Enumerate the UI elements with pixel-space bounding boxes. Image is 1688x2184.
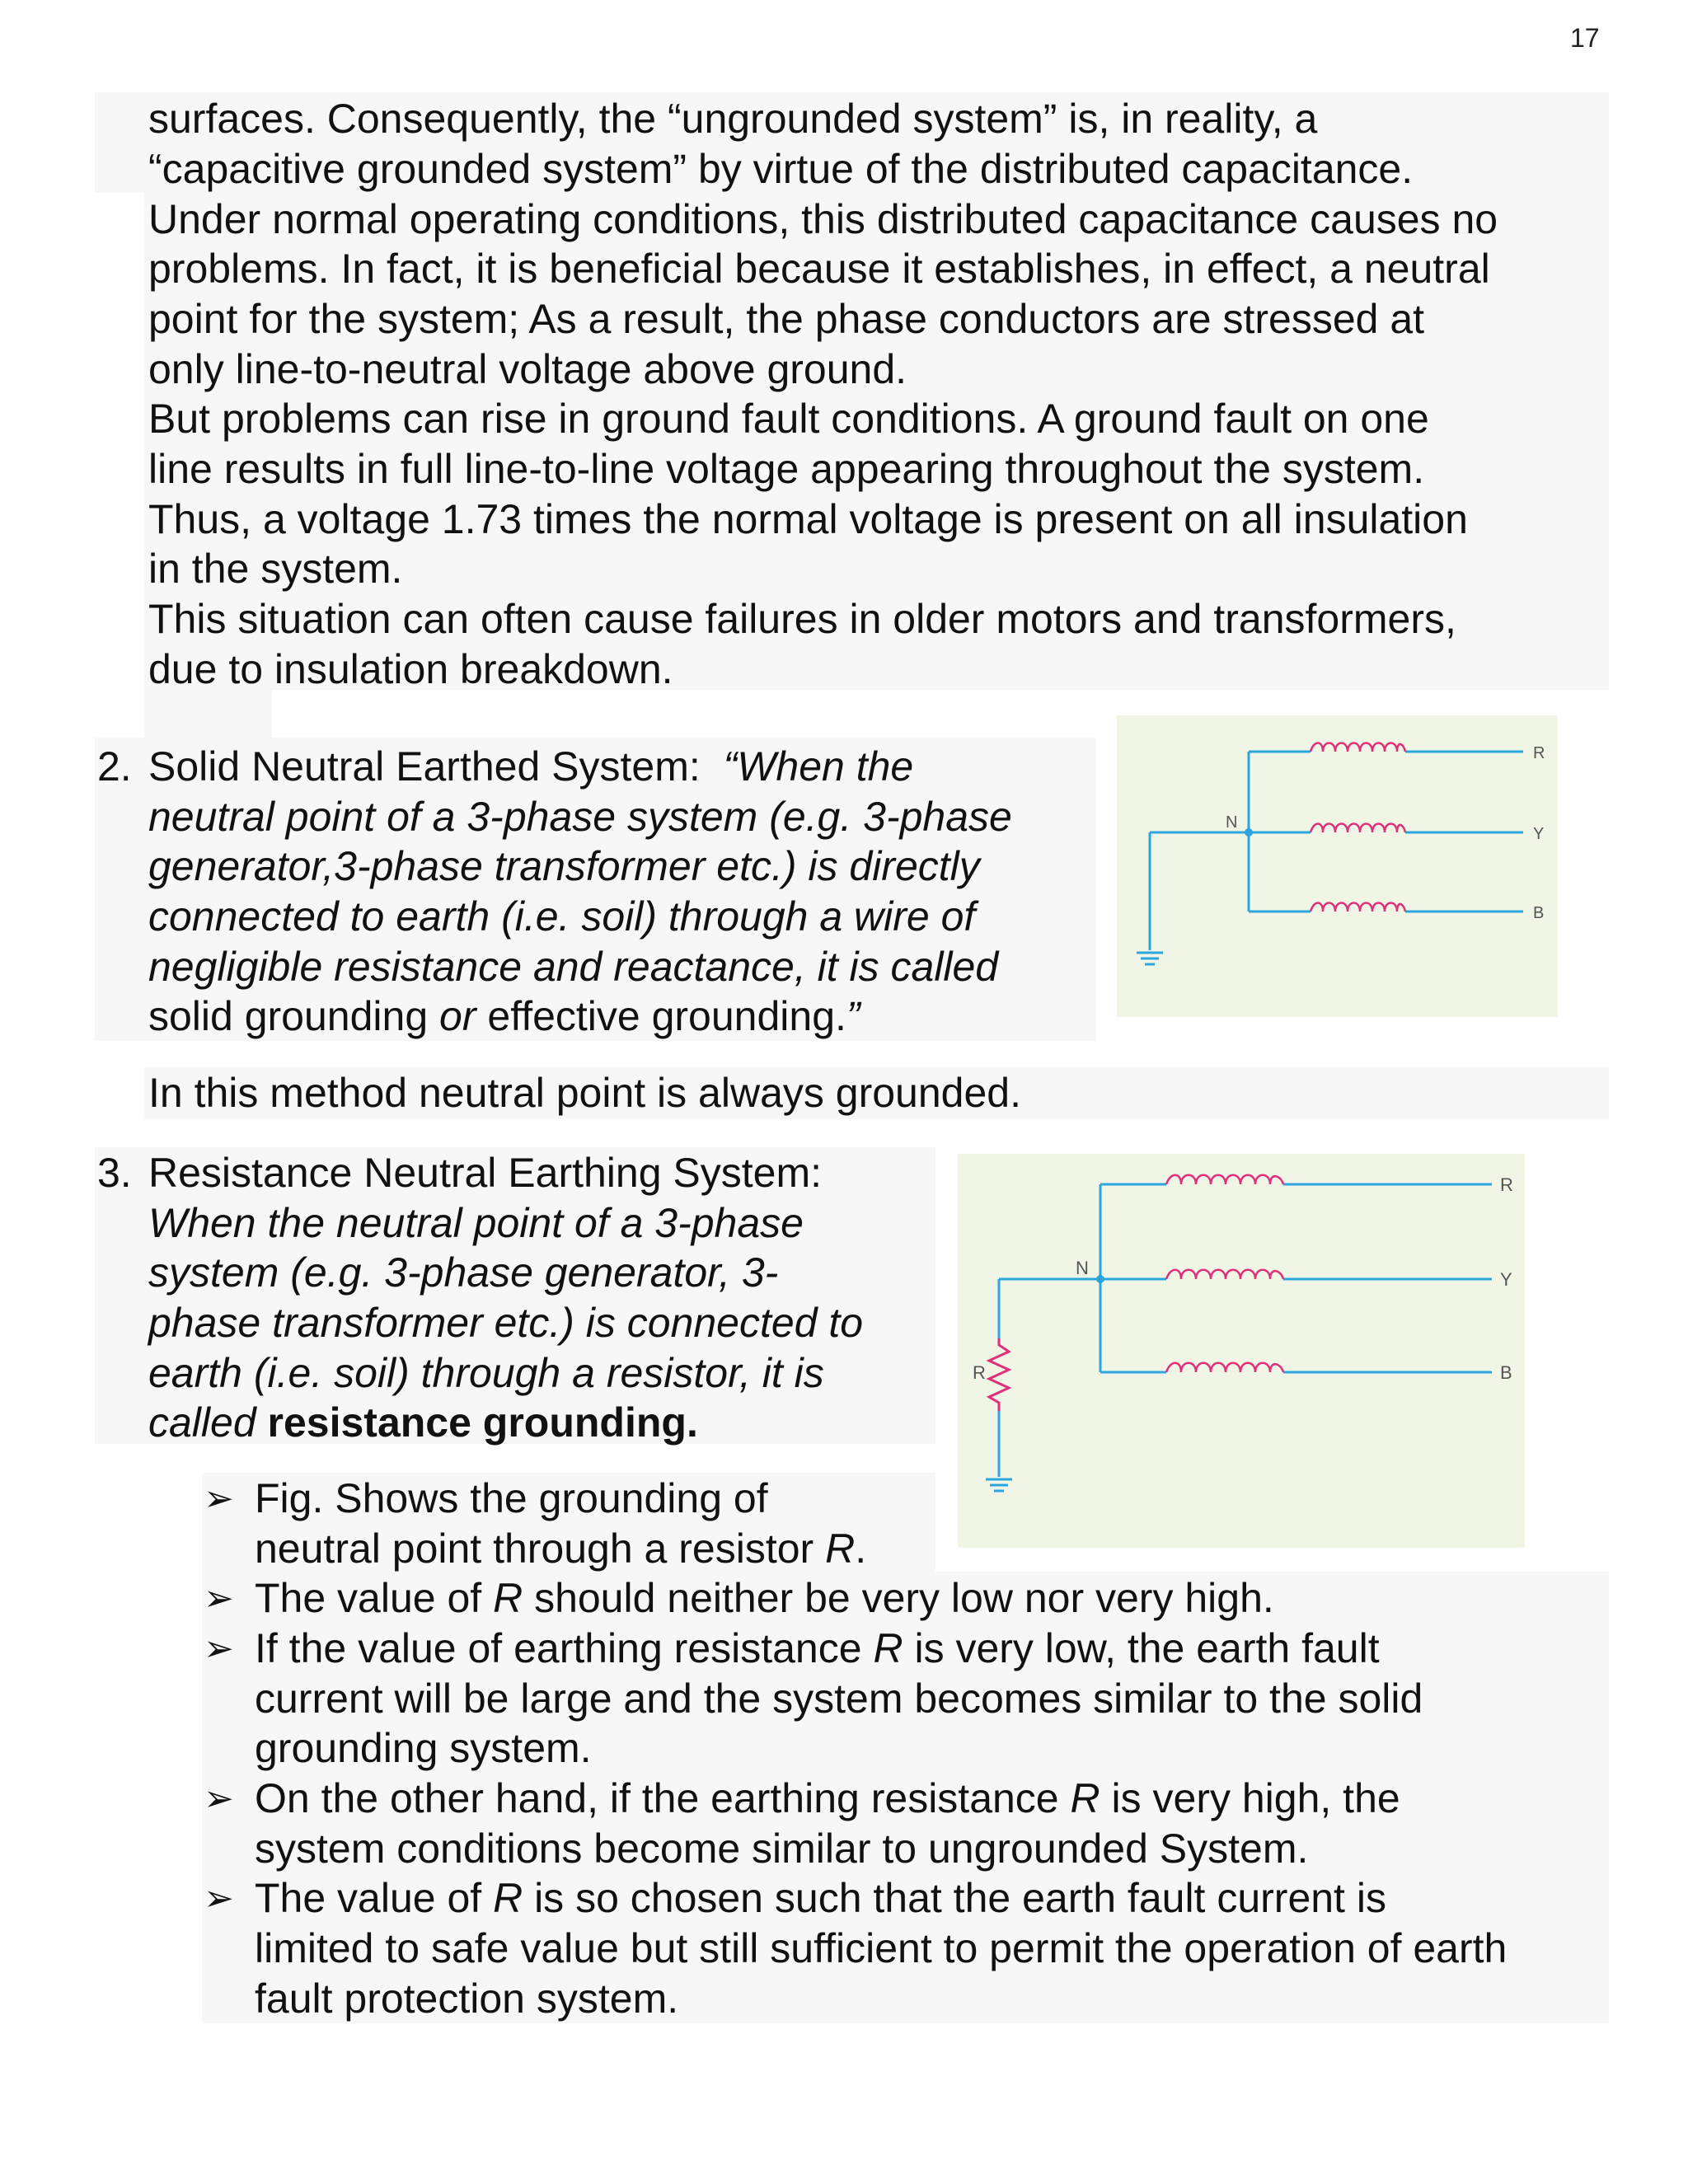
section-3-definition-line: system (e.g. 3-phase generator, 3-	[148, 1249, 779, 1296]
text-span: The value of	[255, 1875, 494, 1921]
bullet-3-line: current will be large and the system becomes similar to the solid	[255, 1675, 1423, 1722]
quote-end: ”	[846, 993, 860, 1039]
resistance-grounding-figure	[958, 1154, 1525, 1548]
phase-b-label: B	[1500, 1362, 1512, 1383]
intro-line: only line-to-neutral voltage above ground.	[148, 346, 907, 392]
intro-line: problems. In fact, it is beneficial because it establishes, in effect, a neutral	[148, 246, 1490, 292]
resistance-grounding-term: resistance grounding.	[267, 1399, 698, 1446]
r-symbol: R	[873, 1625, 903, 1671]
bullet-4-line	[255, 1774, 1400, 1824]
arrow-bullet-icon: ➢	[204, 1629, 234, 1669]
figure-background	[1117, 715, 1558, 1017]
text-span: is so chosen such that the earth fault current is	[523, 1875, 1386, 1921]
bullet-4-line: system conditions become similar to ungrounded System.	[255, 1825, 1309, 1872]
neutral-label: N	[1076, 1258, 1089, 1278]
intro-line: This situation can often cause failures in older motors and transformers,	[148, 596, 1456, 642]
text-span: The value of	[255, 1575, 494, 1621]
section-2-definition-line: connected to earth (i.e. soil) through a wire of	[148, 893, 976, 940]
section-2-definition-line: neutral point of a 3-phase system (e.g. 3-phase	[148, 794, 1012, 840]
r-symbol: R	[493, 1575, 523, 1621]
intro-line: “capacitive grounded system” by virtue of the distributed capacitance.	[148, 146, 1414, 192]
phase-b-label: B	[1533, 904, 1545, 922]
section-3-definition-line: When the neutral point of a 3-phase	[148, 1200, 804, 1246]
intro-line: But problems can rise in ground fault conditions. A ground fault on one	[148, 396, 1429, 442]
neutral-node	[1096, 1275, 1104, 1283]
effective-grounding-term: effective grounding.	[476, 993, 846, 1039]
bullet-5-line	[255, 1873, 1386, 1924]
text-span: is very low, the earth fault	[903, 1625, 1380, 1671]
section-2-heading	[148, 742, 913, 792]
section-2-title: Solid Neutral Earthed System:	[148, 743, 701, 790]
intro-line: line results in full line-to-line voltage appearing throughout the system.	[148, 446, 1425, 492]
section-2-definition-line: negligible resistance and reactance, it is called	[148, 944, 999, 990]
arrow-bullet-icon: ➢	[204, 1479, 234, 1519]
neutral-label: N	[1226, 813, 1238, 832]
bullet-3-line: grounding system.	[255, 1725, 592, 1771]
intro-line: Under normal operating conditions, this distributed capacitance causes no	[148, 196, 1498, 242]
intro-line: in the system.	[148, 546, 403, 592]
r-symbol: R	[825, 1526, 856, 1572]
bullet-3-line	[255, 1624, 1380, 1674]
intro-line: due to insulation breakdown.	[148, 646, 673, 692]
solid-grounding-figure	[1117, 715, 1558, 1017]
shade-intro-tail	[144, 690, 272, 739]
text-span: .	[855, 1526, 867, 1572]
text-span: On the other hand, if the earthing resistance	[255, 1775, 1071, 1821]
neutral-node	[1245, 828, 1253, 837]
phase-y-label: Y	[1500, 1269, 1512, 1290]
solid-grounding-term: solid grounding	[148, 993, 440, 1039]
text-span: should neither be very low nor very high.	[523, 1575, 1274, 1621]
phase-y-label: Y	[1533, 825, 1545, 843]
section-3-definition-last	[148, 1398, 698, 1448]
or-word: or	[439, 993, 476, 1039]
text-span: neutral point through a resistor	[255, 1526, 826, 1572]
text-span: is very high, the	[1100, 1775, 1400, 1821]
arrow-bullet-icon: ➢	[204, 1878, 234, 1919]
section-2-definition-last	[148, 991, 860, 1042]
intro-line: surfaces. Consequently, the “ungrounded system” is, in reality, a	[148, 96, 1318, 142]
resistor-label: R	[973, 1362, 986, 1383]
section-3-title: Resistance Neutral Earthing System:	[148, 1150, 823, 1196]
r-symbol: R	[493, 1875, 523, 1921]
called-word: called	[148, 1399, 268, 1446]
section-3-definition-line: earth (i.e. soil) through a resistor, it is	[148, 1350, 824, 1396]
section-2-definition-line: generator,3-phase transformer etc.) is directly	[148, 843, 980, 889]
intro-line: point for the system; As a result, the phase conductors are stressed at	[148, 296, 1425, 342]
r-symbol: R	[1070, 1775, 1100, 1821]
section-3-number: 3.	[97, 1150, 132, 1196]
bullet-1-line	[255, 1524, 866, 1574]
intro-line: Thus, a voltage 1.73 times the normal voltage is present on all insulation	[148, 496, 1468, 542]
bullet-1-line: Fig. Shows the grounding of	[255, 1475, 768, 1521]
figure-background	[958, 1154, 1525, 1548]
section-2-number: 2.	[97, 743, 132, 790]
bullet-2-line	[255, 1573, 1274, 1624]
bullet-5-line: limited to safe value but still sufficient to permit the operation of earth	[255, 1925, 1507, 1971]
arrow-bullet-icon: ➢	[204, 1779, 234, 1819]
section-3-definition-line: phase transformer etc.) is connected to	[148, 1300, 864, 1346]
bullet-5-line: fault protection system.	[255, 1975, 679, 2022]
section-2-quote-start: “When the	[723, 743, 914, 790]
text-span: If the value of earthing resistance	[255, 1625, 874, 1671]
section-2-note: In this method neutral point is always grounded.	[148, 1070, 1021, 1116]
arrow-bullet-icon: ➢	[204, 1578, 234, 1619]
phase-r-label: R	[1500, 1174, 1513, 1195]
phase-r-label: R	[1533, 744, 1545, 762]
page-number: 17	[1570, 23, 1600, 53]
